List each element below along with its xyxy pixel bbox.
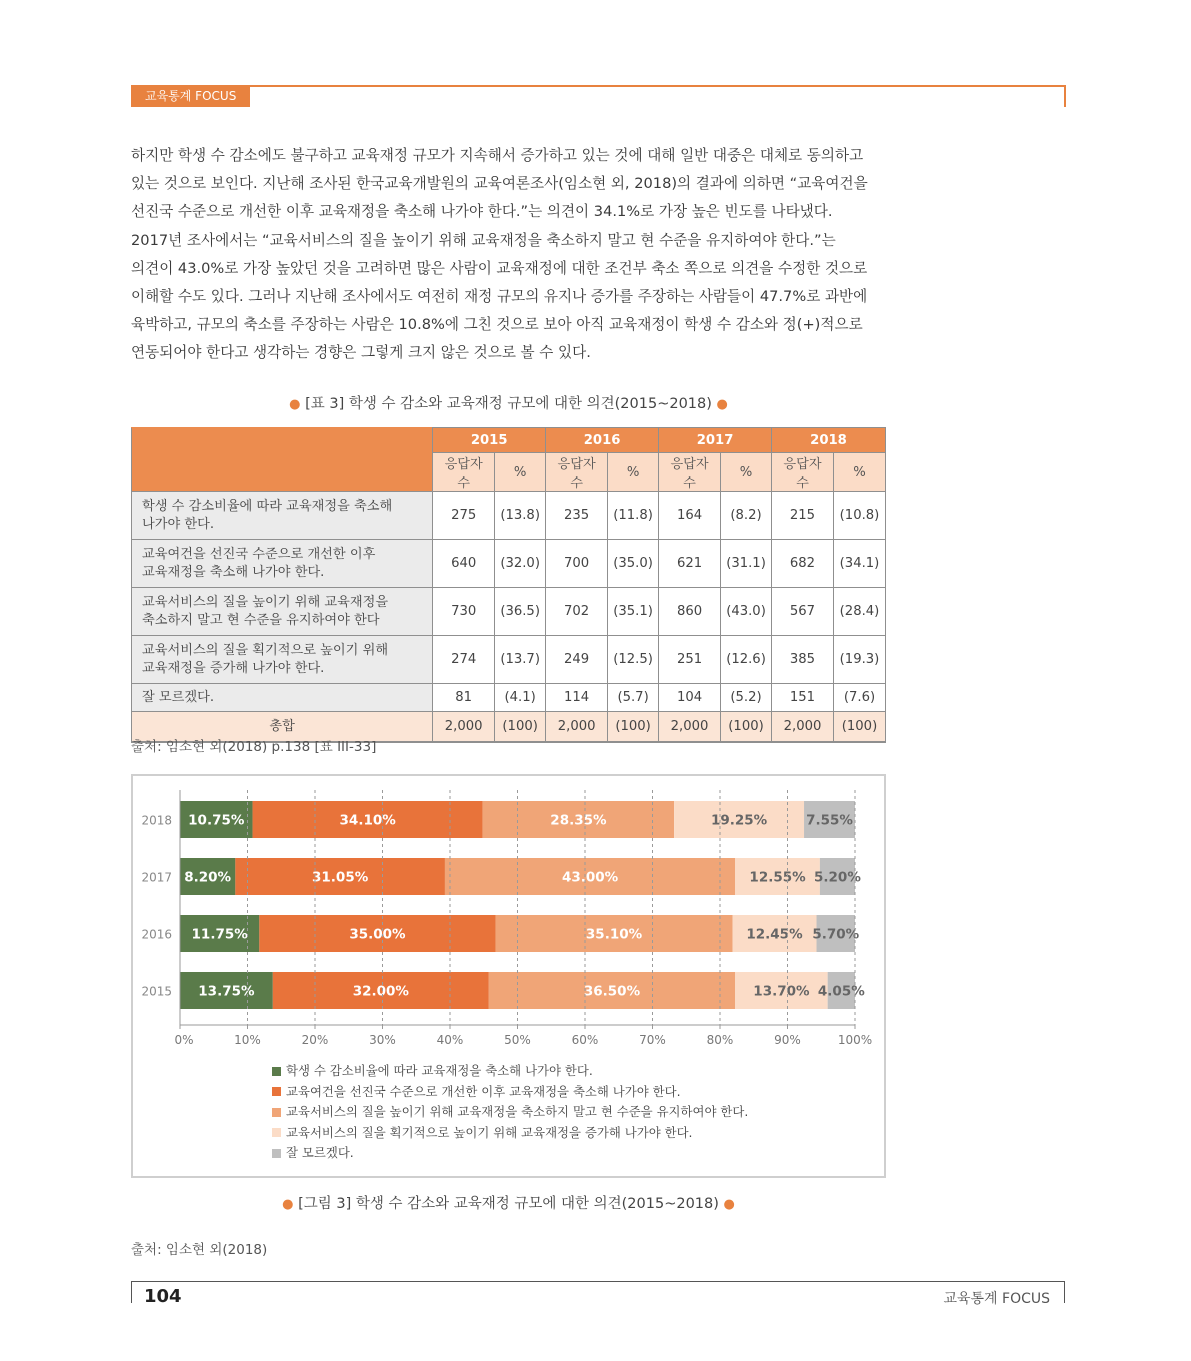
bullet-icon: ● — [282, 1197, 294, 1212]
table-cell: (8.2) — [721, 492, 772, 540]
bar-data-label: 43.00% — [561, 869, 619, 886]
table-cell: (28.4) — [833, 588, 885, 636]
legend-swatch — [272, 1128, 281, 1137]
legend-label: 교육서비스의 질을 획기적으로 높이기 위해 교육재정을 증가해 나가야 한다. — [286, 1124, 693, 1140]
bar-data-label: 7.55% — [806, 812, 853, 829]
bar-data-label: 13.70% — [753, 983, 810, 1000]
row-label-line: 학생 수 감소비율에 따라 교육재정을 축소해 — [142, 498, 393, 514]
year-header: 2018 — [772, 428, 886, 453]
sub-header-count: 응답자 수 — [433, 453, 495, 492]
table-cell: 104 — [659, 684, 721, 712]
x-tick-label: 100% — [837, 1033, 873, 1047]
table-cell: 151 — [772, 684, 834, 712]
table-cell: 2,000 — [659, 712, 721, 743]
table-cell: (7.6) — [833, 684, 885, 712]
x-tick-label: 40% — [436, 1033, 464, 1047]
x-tick-label: 60% — [571, 1033, 599, 1047]
bar-data-label: 12.45% — [746, 926, 803, 943]
table-cell: 215 — [772, 492, 834, 540]
table-cell: 702 — [546, 588, 608, 636]
row-label-line: 교육재정을 증가해 나가야 한다. — [142, 660, 325, 676]
table-cell: 81 — [433, 684, 495, 712]
row-label-line: 교육재정을 축소해 나가야 한다. — [142, 564, 325, 580]
table-cell: (13.8) — [495, 492, 546, 540]
row-label-line: 교육서비스의 질을 획기적으로 높이기 위해 — [142, 642, 389, 658]
table-cell: 251 — [659, 636, 721, 684]
category-label: 2015 — [141, 984, 172, 999]
body-line: 선진국 수준으로 개선한 이후 교육재정을 축소해 나가야 한다.”는 의견이 34.1%로 가장 높은 빈도를 나타냈다. — [131, 203, 833, 221]
table-cell: 2,000 — [546, 712, 608, 743]
bar-data-label: 10.75% — [188, 812, 245, 829]
table-cell: (100) — [833, 712, 885, 743]
legend-swatch — [272, 1087, 281, 1096]
table-cell: 730 — [433, 588, 495, 636]
bullet-icon: ● — [289, 397, 301, 412]
bar-data-label: 13.75% — [198, 983, 255, 1000]
table-cell: (10.8) — [833, 492, 885, 540]
category-label: 2016 — [141, 927, 172, 942]
table-cell: (100) — [608, 712, 659, 743]
row-label-line: 교육여건을 선진국 수준으로 개선한 이후 — [142, 546, 376, 562]
table-cell: 682 — [772, 540, 834, 588]
table-cell: (100) — [721, 712, 772, 743]
table-cell: 621 — [659, 540, 721, 588]
bar-data-label: 32.00% — [352, 983, 409, 1000]
table-cell: 860 — [659, 588, 721, 636]
row-label-line: 나가야 한다. — [142, 516, 215, 532]
legend-label: 잘 모르겠다. — [286, 1145, 354, 1160]
year-header: 2016 — [546, 428, 659, 453]
table-cell: (35.0) — [608, 540, 659, 588]
bar-data-label: 5.20% — [814, 869, 861, 886]
bar-data-label: 5.70% — [812, 926, 860, 943]
sub-header-count: 응답자 수 — [546, 453, 608, 492]
table-cell: 164 — [659, 492, 721, 540]
table-cell: (13.7) — [495, 636, 546, 684]
bar-data-label: 12.55% — [749, 869, 806, 886]
total-label: 총합 — [132, 712, 433, 743]
table-cell: (12.5) — [608, 636, 659, 684]
sub-header-pct: % — [608, 453, 659, 492]
bar-data-label: 4.05% — [817, 983, 865, 1000]
table-cell: (35.1) — [608, 588, 659, 636]
table-cell: 385 — [772, 636, 834, 684]
table-cell: (32.0) — [495, 540, 546, 588]
sub-header-pct: % — [833, 453, 885, 492]
x-tick-label: 50% — [504, 1033, 531, 1047]
year-header: 2015 — [433, 428, 546, 453]
legend-label: 교육여건을 선진국 수준으로 개선한 이후 교육재정을 축소해 나가야 한다. — [286, 1083, 681, 1099]
table-cell: 700 — [546, 540, 608, 588]
table-source: 출처: 임소현 외(2018) p.138 [표 III-33] — [131, 739, 377, 755]
category-label: 2017 — [141, 870, 172, 885]
page-number: 104 — [144, 1286, 182, 1307]
body-line: 의견이 43.0%로 가장 높았던 것을 고려하면 많은 사람이 교육재정에 대한 조건부 축소 쪽으로 의견을 수정한 것으로 — [131, 259, 868, 277]
table-cell: (19.3) — [833, 636, 885, 684]
footer-rule-tick — [131, 1281, 132, 1303]
row-label-line: 축소하지 말고 현 수준을 유지하여야 한다 — [142, 612, 380, 628]
figure-caption — [131, 1192, 886, 1213]
chart-legend — [272, 1061, 748, 1164]
body-line: 이해할 수도 있다. 그러나 지난해 조사에서도 여전히 재정 규모의 유지나 증가를 주장하는 사람들이 47.7%로 과반에 — [131, 288, 868, 306]
x-tick-label: 20% — [301, 1033, 329, 1047]
table-cell: (12.6) — [721, 636, 772, 684]
legend-label: 학생 수 감소비율에 따라 교육재정을 축소해 나가야 한다. — [286, 1063, 593, 1078]
bar-data-label: 31.05% — [312, 869, 369, 886]
table-cell: (5.2) — [721, 684, 772, 712]
x-tick-label: 0% — [174, 1033, 194, 1047]
bullet-icon: ● — [723, 1197, 735, 1212]
legend-swatch — [272, 1108, 281, 1117]
legend-item — [272, 1123, 748, 1144]
table-cell: 114 — [546, 684, 608, 712]
x-tick-label: 90% — [774, 1033, 801, 1047]
bar-data-label: 35.10% — [585, 926, 643, 943]
sub-header-pct: % — [495, 453, 546, 492]
table-cell: 235 — [546, 492, 608, 540]
x-tick-label: 80% — [706, 1033, 734, 1047]
legend-swatch — [272, 1149, 281, 1158]
table-cell: (5.7) — [608, 684, 659, 712]
footer-publication: 교육통계 FOCUS — [943, 1291, 1050, 1307]
sub-header-count: 응답자 수 — [772, 453, 834, 492]
category-label: 2018 — [141, 813, 172, 828]
body-line: 있는 것으로 보인다. 지난해 조사된 한국교육개발원의 교육여론조사(임소현 외, 2018)의 결과에 의하면 “교육여건을 — [131, 175, 868, 193]
body-line: 하지만 학생 수 감소에도 불구하고 교육재정 규모가 지속해서 증가하고 있는 것에 대해 일반 대중은 대체로 동의하고 — [131, 147, 864, 164]
table-cell: 2,000 — [433, 712, 495, 743]
year-header: 2017 — [659, 428, 772, 453]
legend-item — [272, 1143, 748, 1164]
legend-label: 교육서비스의 질을 높이기 위해 교육재정을 축소하지 말고 현 수준을 유지하여야 한다. — [286, 1104, 749, 1119]
body-line: 2017년 조사에서는 “교육서비스의 질을 높이기 위해 교육재정을 축소하지 말고 현 수준을 유지하여야 한다.”는 — [131, 231, 836, 249]
table-cell: 274 — [433, 636, 495, 684]
table-caption-text: [표 3] 학생 수 감소와 교육재정 규모에 대한 의견(2015~2018) — [305, 396, 712, 412]
table-cell: 249 — [546, 636, 608, 684]
footer-rule — [131, 1281, 1065, 1282]
bar-data-label: 36.50% — [583, 983, 641, 1000]
legend-item — [272, 1082, 748, 1103]
table-cell: 2,000 — [772, 712, 834, 743]
x-tick-label: 70% — [639, 1033, 666, 1047]
footer-rule-tick — [1064, 1281, 1065, 1303]
x-tick-label: 10% — [234, 1033, 261, 1047]
x-tick-label: 30% — [369, 1033, 396, 1047]
bar-data-label: 19.25% — [710, 812, 768, 829]
legend-item — [272, 1102, 748, 1123]
table-cell: (36.5) — [495, 588, 546, 636]
sub-header-pct: % — [721, 453, 772, 492]
figure-caption-text: [그림 3] 학생 수 감소와 교육재정 규모에 대한 의견(2015~2018) — [298, 1196, 719, 1212]
bar-data-label: 28.35% — [550, 812, 607, 829]
legend-item — [272, 1061, 748, 1082]
bar-data-label: 35.00% — [349, 926, 406, 943]
table-cell: 275 — [433, 492, 495, 540]
table-cell: (43.0) — [721, 588, 772, 636]
body-line: 연동되어야 한다고 생각하는 경향은 그렇게 크지 않은 것으로 볼 수 있다. — [131, 344, 591, 362]
legend-swatch — [272, 1067, 281, 1076]
sub-header-count: 응답자 수 — [659, 453, 721, 492]
table-cell: (31.1) — [721, 540, 772, 588]
row-label: 잘 모르겠다. — [132, 684, 433, 712]
table-cell: (4.1) — [495, 684, 546, 712]
figure-source: 출처: 임소현 외(2018) — [131, 1242, 268, 1258]
table-cell: (34.1) — [833, 540, 885, 588]
table-cell: (11.8) — [608, 492, 659, 540]
row-label-line: 교육서비스의 질을 높이기 위해 교육재정을 — [142, 594, 389, 610]
bar-data-label: 11.75% — [191, 926, 248, 943]
table-cell: 640 — [433, 540, 495, 588]
table-cell: 567 — [772, 588, 834, 636]
body-line: 육박하고, 규모의 축소를 주장하는 사람은 10.8%에 그친 것으로 보아 아직 교육재정이 학생 수 감소와 정(+)적으로 — [131, 316, 863, 334]
bar-data-label: 34.10% — [339, 812, 396, 829]
bullet-icon: ● — [716, 397, 728, 412]
table-cell: (100) — [495, 712, 546, 743]
header-tag: 교육통계 FOCUS — [131, 86, 250, 107]
bar-data-label: 8.20% — [184, 869, 232, 886]
